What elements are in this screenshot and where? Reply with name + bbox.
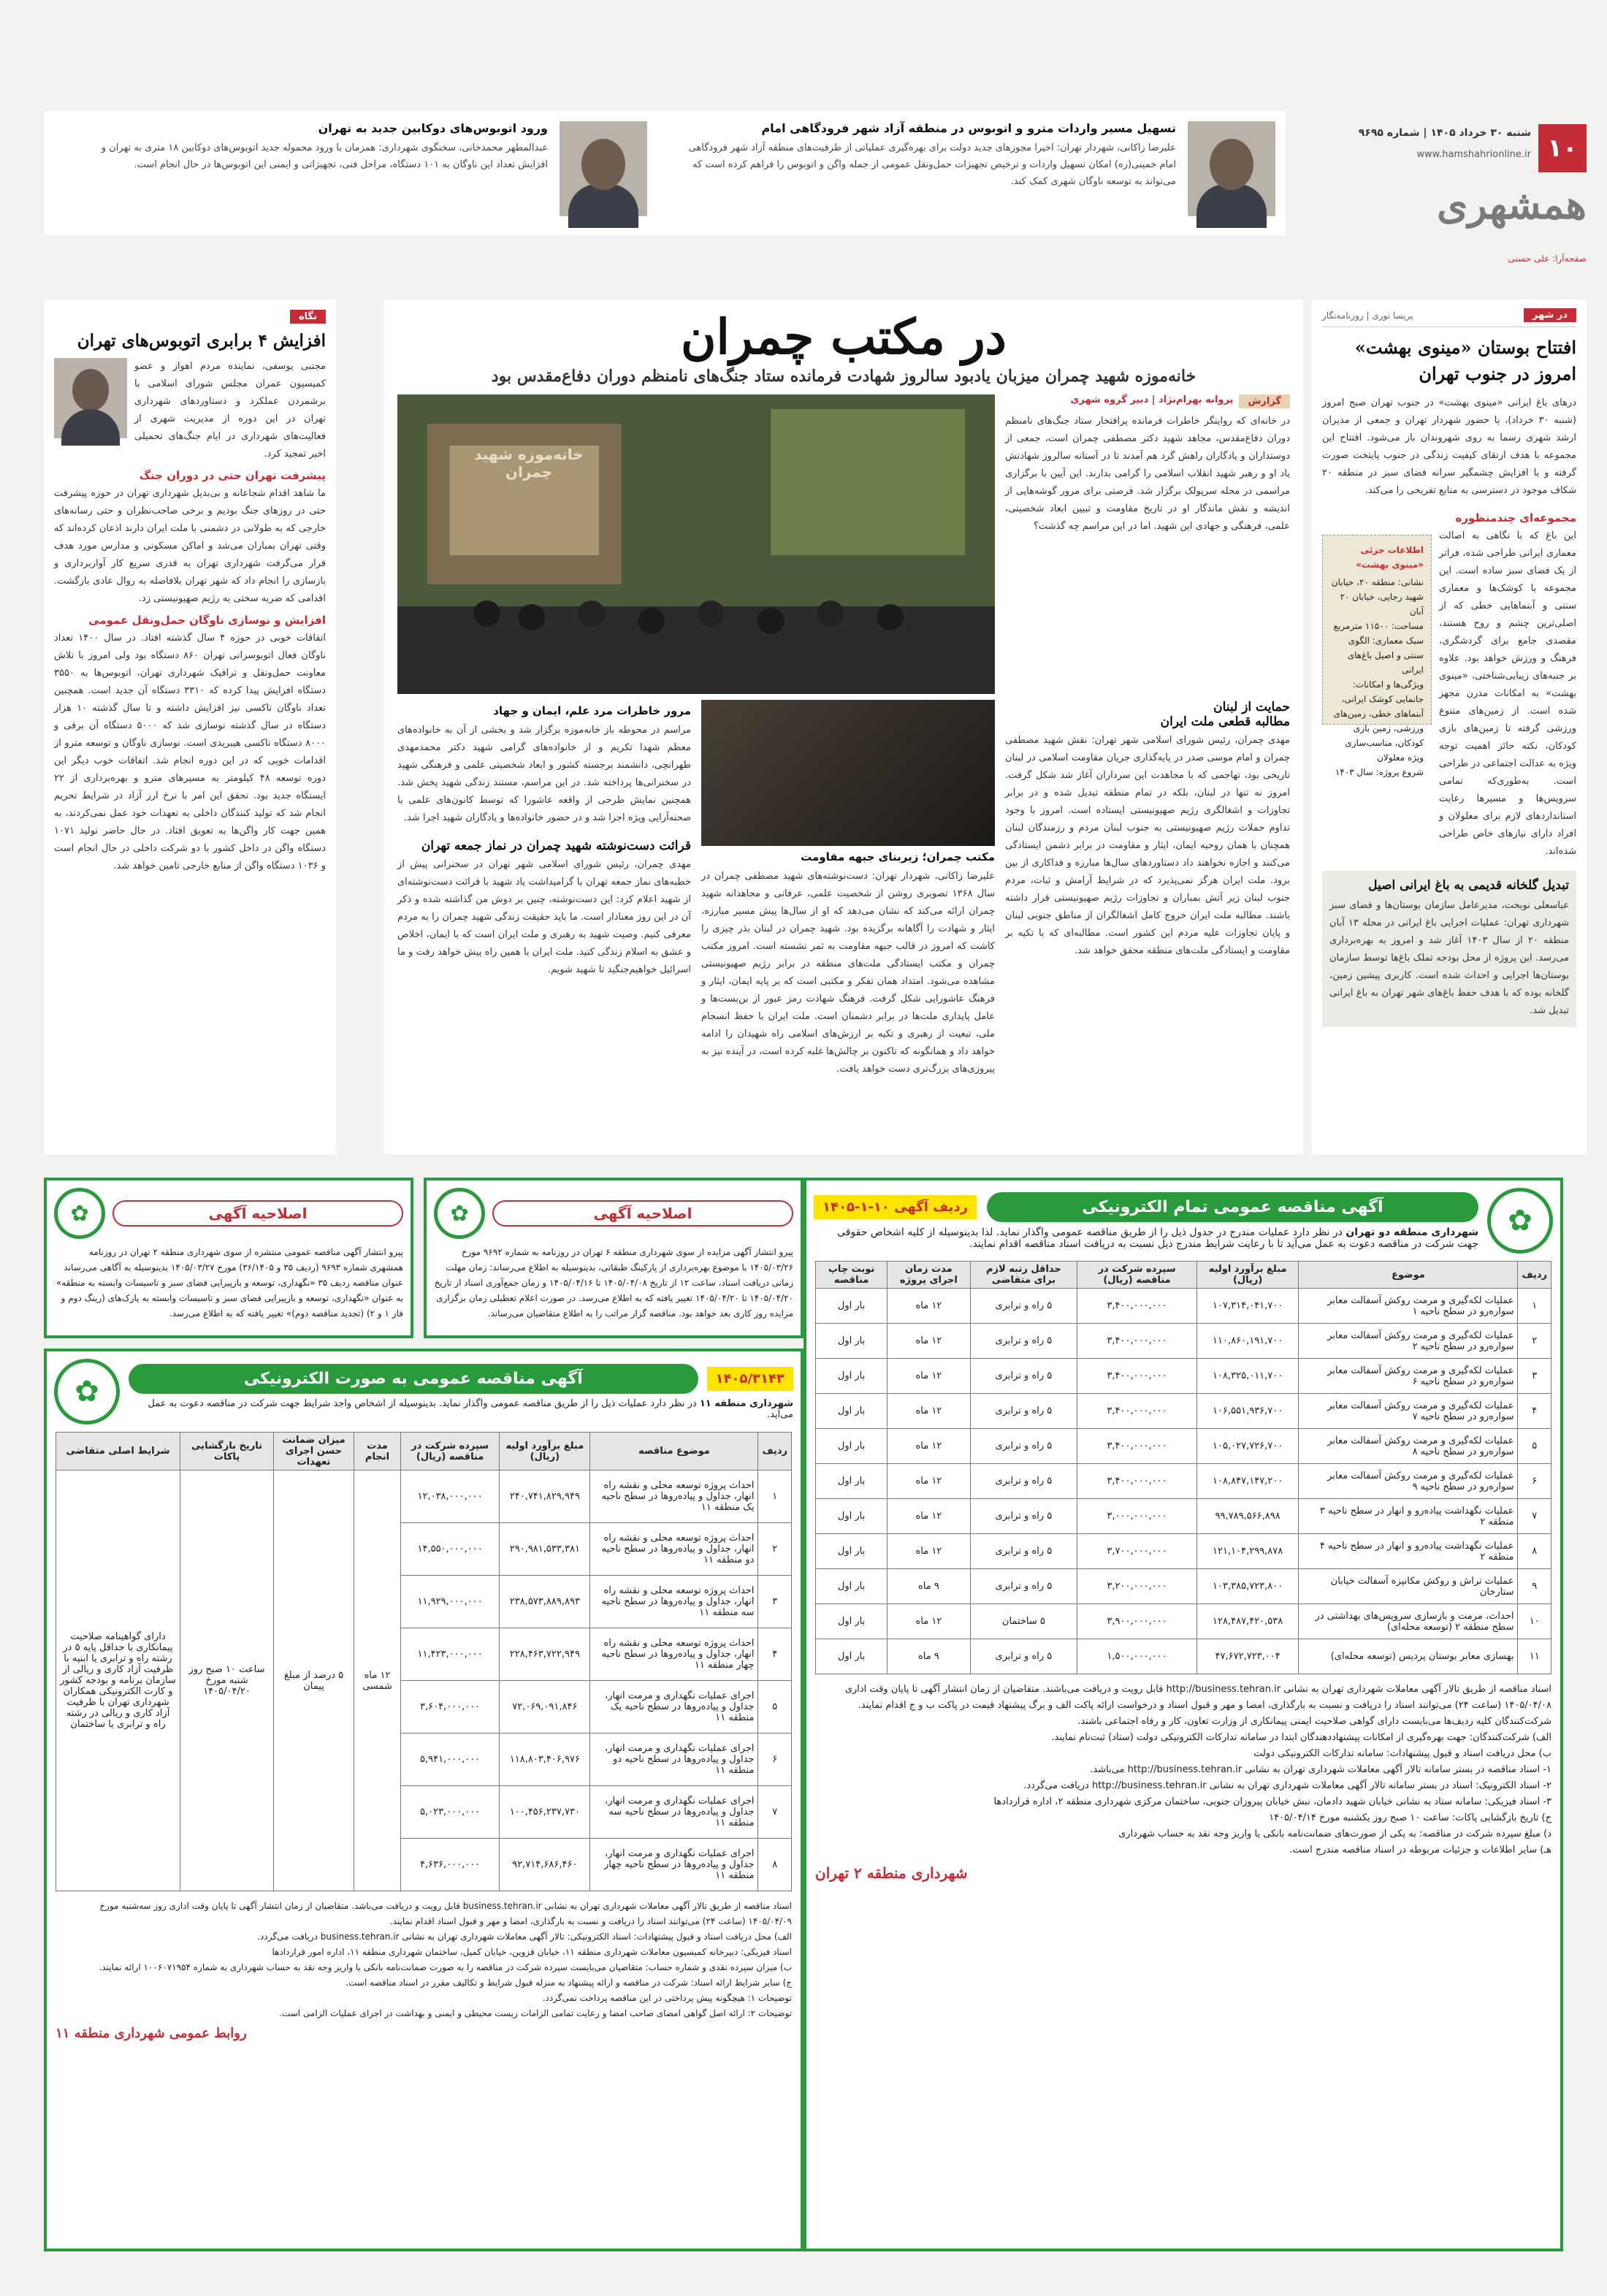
col-header: سپرده شرکت در مناقصه (ریال) [401,1433,500,1471]
table-cell: ۵,۹۴۱,۰۰۰,۰۰۰ [401,1734,500,1786]
ad-org: شهرداری منطقه دو تهران [1345,1226,1478,1238]
table-cell: ۱۱,۹۲۹,۰۰۰,۰۰۰ [401,1576,500,1628]
table-cell: ۵,۰۲۳,۰۰۰,۰۰۰ [401,1786,500,1839]
ad-title: آگهی مناقصه عمومی به صورت الکترونیکی [129,1364,698,1394]
table-cell: ۹ ماه [888,1639,970,1674]
table-cell: ۵ راه و ترابری [970,1534,1077,1569]
table-row [816,1289,1551,1324]
col-header: ردیف [758,1433,792,1471]
portrait-photo [560,121,647,216]
event-photo-drawing [397,394,995,694]
condition-line: ب) محل دریافت اسناد و قبول پیشنهادات: سامانه تدارکات الکترونیکی دولت [1253,1748,1551,1759]
table-cell: عملیات لکه‌گیری و مرمت روکش آسفالت معابر سواره‌رو در سطح ناحیه ۸ [1299,1429,1518,1464]
table-row [816,1639,1551,1674]
table-cell: ۱۰۳,۳۸۵,۷۲۳,۸۰۰ [1196,1569,1299,1604]
table-cell: بار اول [816,1464,888,1499]
table-row [816,1499,1551,1534]
condition-line: ب) میزان سپرده نقدی و شماره حساب: متقاضیان می‌بایست سپرده شرکت در مناقصه را به صورت ضمانت‌نامه بانکی یا واریز وجه نقد به حساب شهرداری به شماره ۱۰۰۶۰۷۱۹۵۴ ارائه نمایند. [99,1962,792,1972]
table-cell: ۱۰ [1518,1604,1551,1639]
tender-ad-region2 [804,1178,1563,2251]
table-cell: ۶ [758,1734,792,1786]
tender-ad-region11 [44,1349,804,2251]
merged-cell-conditions: دارای گواهینامه صلاحیت پیمانکاری با حداقل پایه ۵ در رشته راه و ترابری یا ابنیه با ظرفیت آزاد کاری و ریالی از سازمان برنامه و بودجه کشور و کارت الکترونیکی همکاران شهرداری تهران با ظرفیت آزاد کاری و ریالی در رشته راه و ترابری یا ساختمان [56,1471,180,1891]
table-cell: ۱۲ ماه [888,1324,970,1359]
table-cell: ۵ راه و ترابری [970,1289,1077,1324]
table-cell: ۳,۴۰۰,۰۰۰,۰۰۰ [1077,1429,1197,1464]
top-story-title: ورود اتوبوس‌های دوکابین جدید به تهران [318,121,548,135]
table-cell: ۸ [1518,1534,1551,1569]
col-header: مدت زمان اجرای پروژه [888,1262,970,1289]
ad-text: پیرو انتشار آگهی مزایده از سوی شهرداری منطقه ۶ تهران در روزنامه به شماره ۹۶۹۲ مورخ ۱۴۰۵/۰۳/۲۶ با موضوع بهره‌برداری از پارکینگ طبقاتی، بدینوسیله به اطلاع می‌رساند: زمان مهلت زمانی دریافت اسناد، ساعت ۱۲ از تاریخ ۱۴۰۵/۰۴/۰۸ تا ۱۴۰۵/۰۴/۱۶ و زمان جمع‌آوری اسناد از تاریخ ۱۴۰۵/۰۴/۲۰ تا ۱۴۰۵/۰۴/۲۰ تغییر یافته که به اطلاع می‌رسد. در صورت اعلام تعطیلی زمان برگزاری مزایده روز کاری بعد خواهد بود. مناقصه گزار مراتب را به اطلاع متقاضیان می‌رساند. [434,1247,793,1319]
table-cell: عملیات لکه‌گیری و مرمت روکش آسفالت معابر سواره‌رو در سطح ناحیه ۶ [1299,1359,1518,1394]
table-cell: ۳,۷۰۰,۰۰۰,۰۰۰ [1077,1534,1197,1569]
table-cell: ۲۲۸,۴۶۳,۷۲۲,۹۴۹ [500,1628,590,1681]
table-cell: ۱۲ ماه [888,1499,970,1534]
event-photo [397,394,995,694]
editor-line: صفحه‌آرا: علی حسنی [1508,253,1587,264]
table-header [816,1262,1551,1289]
table-cell: عملیات لکه‌گیری و مرمت روکش آسفالت معابر سواره‌رو در سطح ناحیه ۱ [1299,1289,1518,1324]
section-tag: در شهر [1524,308,1576,322]
condition-line: الف) شرکت‌کنندگان: جهت بهره‌گیری از امکانات پیشنهاددهندگان ابتدا در سامانه تدارکات الکترونیکی دولت (ستاد) ثبت‌نام نمایند. [1051,1732,1551,1743]
municipality-logo-icon: ✿ [54,1188,105,1239]
condition-line: ج) تاریخ بازگشایی پاکات: ساعت ۱۰ صبح روز یکشنبه مورخ ۱۴۰۵/۰۴/۱۴ [1269,1812,1551,1823]
table-cell: بار اول [816,1429,888,1464]
table-cell: ۵ [1518,1429,1551,1464]
table-cell: اجرای عملیات نگهداری و مرمت انهار، جداول و پیاده‌روها در سطح ناحیه سه منطقه ۱۱ [590,1786,758,1839]
portrait-photo [1188,121,1275,216]
column-text: مراسم در محوطه باز خانه‌موزه برگزار شد و بخشی از آن به خانواده‌های معظم شهدا تکریم و از خانواده‌های گرامی شهید دکتر محمدمهدی طهرانچی، دانشمند برجسته کشور و ابعاد شخصیتی علمی و فرهنگی شهید در سخنرانی‌ها پرداخته شد. در این مراسم، مستند زندگی شهید پخش شد. همچنین نمایش طرحی از واقعه عاشورا که توسط کانون‌های علمی با صحنه‌آرایی ویژه اجرا شد و در حضور خانواده‌ها و یادگاران شهید اجرا شد. [397,725,691,823]
table-cell: ۴ [758,1628,792,1681]
table-cell: عملیات تراش و روکش مکانیزه آسفالت خیابان ستارخان [1299,1569,1518,1604]
article-body: این باغ که با نگاهی به اصالت معماری ایرانی طراحی شده، فراتر از یک فضای سبز ساده است. این مجموعه با کوشک‌ها و معماری سنتی و آبنماهایی خطی که از اصلی‌ترین چشم و روح هستند، مقصدی جامع برای گردشگری، فرهنگ و ورزش خواهد بود. علاوه بر جنبه‌های زیبایی‌شناختی، «مینوی بهشت» به امکانات مدرن مجهز شده است. از زمین‌های متنوع ورزشی گرفته تا زمین‌های بازی کودکان، نکته حائز اهمیت توجه ویژه به عدالت اجتماعی در طراحی است. به‌طوری‌که تمامی سرویس‌ها و مسیرها رعایت استانداردهای لازم برای معلولان و افراد دارای نیازهای خاص طراحی شده‌اند. [1439,530,1576,857]
top-story-text: عبدالمطهر محمدخانی، سخنگوی شهرداری: همزمان با ورود محموله جدید اتوبوس‌های دوکابین ۱۸ متری به تهران و افزایش تعداد این ناوگان به ۱۰۱ دستگاه، مراحل فنی، تجهیزاتی و ایمنی این اتوبوس‌ها در حال انجام است. [101,142,548,170]
table-cell: ۳,۴۰۰,۰۰۰,۰۰۰ [1077,1359,1197,1394]
table-cell: احداث پروژه توسعه محلی و نقشه راه انهار، جداول و پیاده‌روها در سطح ناحیه دو منطقه ۱۱ [590,1523,758,1576]
column-text: علیرضا زاکانی، شهردار تهران: دست‌نوشته‌های شهید مصطفی چمران در سال ۱۳۶۸ تصویری روشن از شخصیت علمی، عرفانی و مجاهدانه شهید چمران ارائه می‌کند که نشان می‌دهد که او از سال‌ها پیش مسیر مبارزه، ایثار و شهادت را آگاهانه برگزیده بود. شهید چمران در لبنان بذر چیزی را کاشت که امروز در قالب جبهه مقاومت به ثمر نشسته است. امروز مکتب چمران و مکتب ایستادگی ملت‌های منطقه در برابر رژیم صهیونیستی مشاهده می‌شود. امتداد همان تفکر و مکتبی است که بر پایه ایمان، ایثار و فرهنگ عاشورایی شکل گرفت. فرهنگ شهادت رمز عبور از بن‌بست‌ها و عامل پایداری ملت‌ها در برابر دشمنان است. ملت ایران با حفظ انسجام ملی، تبعیت از رهبری و تکیه بر ارزش‌های اسلامی راه شهیدان را ادامه خواهد داد و همانگونه که تاکنون بر چالش‌ها غلبه کرده است، در آینده نیز به پیروزی‌های بزرگ‌تری دست خواهد یافت. [701,871,996,1075]
condition-line: شرکت‌کنندگان کلیه ردیف‌ها می‌بایست دارای گواهی صلاحیت ایمنی پیمانکاری از وزارت تعاون، کار و رفاه اجتماعی باشند. [1077,1716,1551,1727]
table-cell: ۵ راه و ترابری [970,1499,1077,1534]
table-cell: ۱۲۱,۱۰۴,۲۹۹,۸۷۸ [1196,1534,1299,1569]
merged-cell-opening: ساعت ۱۰ صبح روز شنبه مورخ ۱۴۰۵/۰۴/۲۰ [180,1471,274,1891]
correction-ad-2 [44,1178,413,1338]
ad-ref: ردیف آگهی ۱۰-۱-۱۴۰۵ [814,1195,977,1219]
ad-intro: در نظر دارد عملیات مندرج در جدول ذیل را از طریق مناقصه عمومی واگذار نماید. لذا بدینوسیله از کلیه اشخاص حقوقی جهت شرکت در مناقصه دعوت به عمل می‌آید تا با رعایت شرایط مندرج ذیل نسبت به دریافت اسناد مناقصه اقدام نمایند. [837,1226,1478,1250]
col-header: موضوع [1299,1262,1518,1289]
table-cell: ۲۳۸,۵۷۳,۸۸۹,۸۹۳ [500,1576,590,1628]
table-cell: ۱۰۰,۴۵۶,۲۳۷,۷۳۰ [500,1786,590,1839]
ad-conditions [56,1899,792,2021]
report-tag: گزارش [1239,394,1290,408]
col-header: میزان ضمانت حسن اجرای تعهدات [274,1433,354,1471]
table-cell: ۴۷,۶۷۲,۷۲۳,۰۰۴ [1196,1639,1299,1674]
table-cell: ۳,۴۰۰,۰۰۰,۰۰۰ [1077,1394,1197,1429]
table-cell: ۴,۶۳۶,۰۰۰,۰۰۰ [401,1839,500,1891]
ad-ref: ۱۴۰۵/۳۱۴۳ [707,1367,793,1391]
table-cell: ۱۰۵,۰۲۷,۷۲۶,۷۰۰ [1196,1429,1299,1464]
tender-table [815,1261,1551,1674]
table-cell: ۱۰۸,۸۴۷,۱۴۷,۲۰۰ [1196,1464,1299,1499]
column-title: حمایت از لبنان [1213,700,1290,714]
table-cell: ۷ [758,1786,792,1839]
table-cell: ۵ راه و ترابری [970,1394,1077,1429]
table-cell: عملیات لکه‌گیری و مرمت روکش آسفالت معابر سواره‌رو در سطح ناحیه ۲ [1299,1324,1518,1359]
condition-line: اسناد فیزیکی: دبیرخانه کمیسیون معاملات شهرداری منطقه ۱۱، خیابان قزوین، خیابان کمیل، ساختمان شهرداری منطقه ۱۱، اداره امور قراردادها [272,1947,792,1957]
condition-line: ۲- اسناد الکترونیک: اسناد در بستر سامانه تالار آگهی معاملات شهرداری تهران به نشانی http://business.tehran.ir دریافت می‌گردد. [1023,1780,1551,1791]
table-cell: ۱۲ ماه [888,1604,970,1639]
column-text: مهدی چمران، رئیس شورای اسلامی شهر تهران در سخنرانی پیش از خطبه‌های نماز جمعه تهران با گرامیداشت یاد شهید با قرائت دست‌نوشته‌ای از شهید اعلام کرد: این دست‌نوشته، چنین بر دوش من گذاشته شده و ذکر آن در این روز معنادار است. ما باید حقیقت زندگی شهید چمران را به مردم معرفی کنیم. وصیت شهید به رهبری و ملت ایران است که با ایمان، اخلاص و عشق به اسلام زندگی کنید. ملت ایران با همین راه پیش خواهد رفت و ما اسرائیل خواهیم‌جنگید تا شهید شویم. [397,859,691,975]
ad-org: شهرداری منطقه ۱۱ [699,1397,793,1409]
table-cell: ۱۲ ماه [888,1359,970,1394]
table-cell: ۵ ساختمان [970,1604,1077,1639]
table-row [816,1359,1551,1394]
masthead [1351,111,1607,279]
article-text: اتفاقات خوبی در حوزه ۴ سال گذشته افتاد. در سال ۱۴۰۰ تعداد ناوگان فعال اتوبوسرانی تهران ۸۶۰ دستگاه بود ولی امروز با تلاش معاونت حمل‌ونقل و ترافیک شهرداری تهران، اتوبوس‌ها به ۳۵۵۰ دستگاه افزایش پیدا کرده که ۳۳۱۰ دستگاه آن جدید است. همچنین تعداد ناوگان تاکسی نیز افزایش داشته و تا سال گذشته ۱۰ هزار دستگاه در سال گذشته نوسازی شد که ۵۰۰۰ دستگاه آن برقی و ۸۰۰۰ دستگاه تاکسی هیبریدی است. نوسازی ناوگان و توسعه مترو از اقدامات خوبی که در این دوره انجام شد. اتفاقات خوب دیگر این دوره توسعه ۴۸ کیلومتر به مسیرهای مترو و بهره‌برداری از ۲۲ ایستگاه جدید بود. تحقق این امر با نرخ ارز آزاد در شرایط تحریم انجام شد که تولید کنندگان داخلی به تعهدات خود عمل نمی‌کردند، به همین جهت کار واگن‌ها به تعویق افتاد. در حال حاضر تولید ۱۰۷۱ دستگاه واگن در داخل کشور با دو شرکت داخلی در حال انجام است و ۱۰۳۶ دستگاه واگن از منابع خارجی تامین خواهد شد. [54,633,327,872]
table-cell: ۵ راه و ترابری [970,1464,1077,1499]
table-cell: بهسازی معابر بوستان پردیس (توسعه محله‌ای) [1299,1639,1518,1674]
article-subhead: افزایش و نوسازی ناوگان حمل‌ونقل عمومی [88,614,326,627]
col-header: موضوع مناقصه [590,1433,758,1471]
table-cell: بار اول [816,1394,888,1429]
col-header: مبلغ برآورد اولیه (ریال) [1196,1262,1299,1289]
table-cell: ۱۰۸,۳۲۵,۰۱۱,۷۰۰ [1196,1359,1299,1394]
ad-intro: در نظر دارد عملیات ذیل را از طریق مناقصه عمومی واگذار نماید. بدینوسیله از اشخاص واجد شرایط جهت شرکت در مناقصه دعوت به عمل می‌آید. [148,1397,793,1420]
table-cell: ۱,۵۰۰,۰۰۰,۰۰۰ [1077,1639,1197,1674]
table-cell: ۹ [1518,1569,1551,1604]
table-row [816,1534,1551,1569]
table-cell: ۱۲ ماه [888,1429,970,1464]
photo-banner-text: خانه‌موزه شهید چمران [474,446,584,481]
ad-title: اصلاحیه آگهی [492,1200,793,1227]
table-cell: ۱۲,۰۳۸,۰۰۰,۰۰۰ [401,1471,500,1523]
info-line: ویژگی‌ها و امکانات: جانمایی کوشک ایرانی، آبنماهای خطی، زمین‌های ورزشی، زمین بازی کودکان، مناسب‌سازی ویژه معلولان [1333,679,1424,763]
table-cell: ۱۲ ماه [888,1464,970,1499]
main-subtitle: خانه‌موزه شهید چمران میزبان یادبود سالروز شهادت فرمانده ستاد جنگ‌های نامنظم دوران دفاع‌مقدس بود [491,367,1196,386]
top-story-text: علیرضا زاکانی، شهردار تهران: اخیرا مجوزهای جدید دولت برای بهره‌گیری عملیاتی از ظرفیت‌های منطقه آزاد شهر فرودگاهی امام خمینی(ره) امکان تسهیل واردات و ترخیص تجهیزات حمل‌ونقل عمومی از جمله واگن و اتوبوس را فراهم کرده است که می‌تواند به توسعه ناوگان شهری کمک کند. [688,142,1176,187]
ad-signature: شهرداری منطقه ۲ تهران [815,1864,968,1882]
article-text: ما شاهد اقدام شجاعانه و بی‌بدیل شهرداری تهران در حوزه پیشرفت حتی در روزهای جنگ بودیم و برخی صاحب‌نظران و حتی رسانه‌های خارجی که به طولانی در دشمنی با ملت ایران دارند اذعان کرده‌اند که وقتی تهران بمباران می‌شد و اماکن مسکونی و مدارس مورد هدف قرار می‌گرفت شهرداری تهران به قدری سریع کار آواربرداری و بازسازی را انجام داد که شهر تهران بلافاصله به روال عادی بازگشت. اقدامی که ضربه سختی به رژیم صهیونیستی زد. [54,488,326,604]
info-line: سبک معماری: الگوی سنتی و اصیل باغ‌های ایرانی [1347,636,1424,675]
table-cell: احداث پروژه توسعه محلی و نقشه راه انهار، جداول و پیاده‌روها در سطح ناحیه سه منطقه ۱۱ [590,1576,758,1628]
table-row [816,1464,1551,1499]
center-article [384,300,1303,1154]
top-story-title: تسهیل مسیر واردات مترو و اتوبوس در منطقه آزاد شهر فرودگاهی امام [761,121,1176,135]
info-line: مساحت: ۱۱۵۰۰ مترمربع [1333,621,1424,631]
table-cell: ۱۲ ماه [888,1289,970,1324]
table-cell: اجرای عملیات نگهداری و مرمت انهار، جداول و پیاده‌روها در سطح ناحیه چهار منطقه ۱۱ [590,1839,758,1891]
table-cell: بار اول [816,1359,888,1394]
table-cell: بار اول [816,1289,888,1324]
table-cell: ۳,۲۰۰,۰۰۰,۰۰۰ [1077,1569,1197,1604]
col-header: شرایط اصلی متقاضی [56,1433,180,1471]
table-cell: ۳ [1518,1359,1551,1394]
condition-line: اسناد مناقصه از طریق تالار آگهی معاملات شهرداری تهران به نشانی http://business.tehran.ir قابل رویت و دریافت می‌باشند. متقاضیان از زمان انتشار آگهی تا پایان وقت اداری ۱۴۰۵/۰۴/۰۸ (ساعت ۲۴) می‌توانند اسناد را دریافت و نسبت به بارگذاری، امضا و مهر و قبول اسناد و درخواست ارائه پاکت الف و برگ پیشنهاد قیمت در پاکت ب و ج اقدام نمایند. [844,1684,1551,1711]
col-header: مبلغ برآورد اولیه (ریال) [500,1433,590,1471]
condition-line: اسناد مناقصه از طریق تالار آگهی معاملات شهرداری تهران به نشانی business.tehran.ir قابل رویت و دریافت می‌باشد. متقاضیان از زمان انتشار آگهی تا پایان وقت اداری روز سه‌شنبه مورخ ۱۴۰۵/۰۴/۰۹ (ساعت ۲۴) می‌توانند اسناد را دریافت و نسبت به بارگذاری، امضا و مهر و قبول اسناد اقدام نمایند. [99,1901,792,1926]
info-line: نشانی: منطقه ۲۰، خیابان شهید رجایی، خیابان ۲۰ آبان [1331,577,1424,617]
col-header: مدت انجام [354,1433,400,1471]
table-cell: عملیات لکه‌گیری و مرمت روکش آسفالت معابر سواره‌رو در سطح ناحیه ۹ [1299,1464,1518,1499]
table-cell: ۱۲ ماه [888,1534,970,1569]
box-title: تبدیل گلخانه قدیمی به باغ ایرانی اصیل [1368,878,1569,893]
table-cell: ۳,۰۰۰,۰۰۰,۰۰۰ [1077,1499,1197,1534]
table-cell: ۷ [1518,1499,1551,1534]
column-title: قرائت دست‌نوشته شهید چمران در نماز جمعه تهران [421,839,691,853]
condition-line: توضیحات ۲: ارائه اصل گواهی امضای صاحب امضا و رعایت تمامی الزامات زیست محیطی و ایمنی و بهداشت در اجرای عملیات الزامی است. [279,2008,792,2018]
article-subhead: مجموعه‌ای چندمنظوره [1455,511,1576,525]
portrait-photo [54,358,127,438]
condition-line: الف) محل دریافت اسناد و قبول پیشنهادات: اسناد الکترونیکی: تالار آگهی معاملات شهرداری تهران به نشانی business.tehran.ir دریافت می‌گردد. [257,1931,792,1942]
tender-table [56,1432,792,1891]
table-cell: ۸ [758,1839,792,1891]
table-cell: ۱۲۸,۴۸۷,۴۲۰,۵۳۸ [1196,1604,1299,1639]
table-cell: ۲ [758,1523,792,1576]
table-cell: ۳,۹۰۰,۰۰۰,۰۰۰ [1077,1604,1197,1639]
byline: پریسا نوری | روزنامه‌نگار [1322,310,1413,321]
table-body [56,1471,792,1891]
table-row [816,1569,1551,1604]
ad-signature: روابط عمومی شهرداری منطقه ۱۱ [56,2026,247,2041]
article-lead: درهای باغ ایرانی «مینوی بهشت» در جنوب تهران صبح امروز (شنبه ۳۰ خرداد)، با حضور شهردار تهران و جمعی از مدیران ارشد شهری رسما به روی شهروندان باز می‌شود. افتتاح این مجموعه با هدف ارتقای کیفیت زندگی در جنوب پایتخت صورت گرفته و با افزایش چشمگیر سرانه فضای سبز در منطقه ۲۰ شکاف موجود در دسترسی به منابع تفریحی را می‌کند. [1322,397,1576,496]
condition-line: ج) سایر شرایط ارائه اسناد: شرکت در مناقصه و ارائه پیشنهاد به منزله قبول شرایط و تکالیف مقرر در اسناد مناقصه است. [346,1977,792,1988]
table-cell: بار اول [816,1569,888,1604]
site-url[interactable]: www.hamshahrionline.ir [1416,149,1531,160]
condition-line: ۳- اسناد فیزیکی: سامانه ستاد به نشانی خیابان شهید دادمان، نبش خیابان پیروزان جنوبی، ساختمان مرکزی شهرداری منطقه ۲، اداره قراردادها [993,1796,1551,1807]
date-issue: شنبه ۳۰ خرداد ۱۴۰۵ | شماره ۹۶۹۵ [1358,127,1531,139]
ad-text: پیرو انتشار آگهی مناقصه عمومی منتشره از سوی شهرداری منطقه ۲ تهران در روزنامه همشهری شماره ۹۶۹۳ (ردیف ۳۵ و ۳۶/۱۴۰۵) مورخ ۱۴۰۵/۰۳/۲۷ بدینوسیله به آگاهی می‌رساند عنوان مناقصه ردیف ۳۵ «نگهداری، توسعه و بازپیرایی فضای سبز و تاسیسات وابسته به منطقه» به عنوان «نگهداری، توسعه و بازپیرایی فضای سبز و تاسیسات وابسته به پارک‌های (رینگ دوم و فاز ۱ و ۲) (تجدید مناقصه دوم)» تغییر یافته که به اطلاع می‌رسد. [56,1247,403,1319]
col-header: حداقل رتبه لازم برای متقاضی [970,1262,1077,1289]
municipality-logo-icon: ✿ [1487,1188,1553,1254]
table-cell: ۵ راه و ترابری [970,1324,1077,1359]
column-subtitle: مطالبه قطعی ملت ایران [1160,714,1290,729]
table-cell: اجرای عملیات نگهداری و مرمت انهار، جداول و پیاده‌روها در سطح ناحیه یک منطقه ۱۱ [590,1681,758,1734]
municipality-logo-icon: ✿ [54,1359,120,1424]
table-cell: اجرای عملیات نگهداری و مرمت انهار، جداول و پیاده‌روها در سطح ناحیه دو منطقه ۱۱ [590,1734,758,1786]
table-cell: احداث، مرمت و بازسازی سرویس‌های بهداشتی در سطح منطقه ۲ (توسعه محله‌ای) [1299,1604,1518,1639]
table-cell: ۴ [1518,1394,1551,1429]
right-column-article [1312,300,1587,1154]
table-cell: ۹ ماه [888,1569,970,1604]
table-cell: ۹۲,۷۱۴,۶۸۶,۴۶۰ [500,1839,590,1891]
article-subhead: پیشرفت تهران حتی در دوران جنگ [139,469,326,482]
table-cell: بار اول [816,1499,888,1534]
table-row [816,1604,1551,1639]
table-cell: ۳,۶۰۴,۰۰۰,۰۰۰ [401,1681,500,1734]
table-cell: بار اول [816,1639,888,1674]
info-box-title: اطلاعات جزئی «مینوی بهشت» [1356,545,1424,570]
photo-caption: مرور خاطرات مرد علم، ایمان و جهاد [493,704,691,717]
newspaper-logo: همشهری [1437,181,1587,228]
table-header [56,1433,792,1471]
table-cell: ۳,۴۰۰,۰۰۰,۰۰۰ [1077,1324,1197,1359]
left-column-article [44,300,336,1154]
merged-cell-guarantee: ۵ درصد از مبلغ پیمان [274,1471,354,1891]
box-text: عباسعلی نوبخت، مدیرعامل سازمان بوستان‌ها و فضای سبز شهرداری تهران: عملیات اجرایی باغ ایرانی در محله ۱۳ آبان منطقه ۲۰ از سال ۱۴۰۳ آغاز شد و امروز به بهره‌برداری می‌رسد. این پروژه از محل بودجه تملک باغ‌ها توسط سازمان بوستان‌ها اجرایی و احداث شده است. کاربری پیشین زمین، گلخانه بوده که با هدف حفظ باغ‌های شهر تهران به باغ ایرانی تبدیل شد. [1329,900,1569,1016]
table-cell: ۱۰۶,۵۵۱,۹۳۶,۷۰۰ [1196,1394,1299,1429]
municipality-logo-icon: ✿ [434,1188,485,1239]
table-cell: ۵ [758,1681,792,1734]
top-news-strip [44,111,1286,235]
table-cell: ۱۰۷,۳۱۴,۰۴۱,۷۰۰ [1196,1289,1299,1324]
table-cell: ۱۴,۵۵۰,۰۰۰,۰۰۰ [401,1523,500,1576]
table-cell: ۲ [1518,1324,1551,1359]
column-text: مهدی چمران، رئیس شورای اسلامی شهر تهران: نقش شهید مصطفی چمران و امام موسی صدر در پایه‌گذاری جریان مقاومت اسلامی در لبنان تاریخی بود، تهاجمی که با مجاهدت این سرداران آغاز شد شکل گرفت. امروز نه تنها در لبنان، بلکه در تمام منطقه تبدیل شده و در برابر تجاوزات و اشغالگری رژیم صهیونیستی ایستاده است. امروز با وجود تداوم حملات رژیم صهیونیستی به جنوب لبنان مردم و رزمندگان لبنان همچنان با همان روحیه ایمان، ایثار و مقاومت در برابر دشمن ایستادگی می‌کنند و اجازه نخواهند داد دستاوردهای سال‌ها مبارزه و فداکاری از بین برود. ملت ایران هرگز نمی‌پذیرد که در شرایط آرامش و ثبات، مردم جنوب لبنان زیر آتش بمباران و تجاوزات رژیم صهیونیستی قرار داشته باشند. مطالبه ملت ایران خروج کامل اشغالگران از مناطق جنوبی لبنان و پایان تجاوزات علیه مردم این کشور است. مطالبه‌ای که با تکیه بر مقاومت و ایستادگی ملت‌های منطقه محقق خواهد شد. [1005,735,1290,956]
table-cell: بار اول [816,1534,888,1569]
table-body [816,1289,1551,1674]
col-header: نوبت چاپ مناقصه [816,1262,888,1289]
table-cell: عملیات نگهداشت پیاده‌رو و انهار در سطح ناحیه ۴ منطقه ۲ [1299,1534,1518,1569]
table-cell: عملیات نگهداشت پیاده‌رو و انهار در سطح ناحیه ۳ منطقه ۲ [1299,1499,1518,1534]
article-intro: مجتبی یوسفی، نماینده مردم اهواز و عضو کمیسیون عمران مجلس شورای اسلامی با برشمردن عملکرد و دستاوردهای شهرداری تهران در این دوره از مدیریت شهری از فعالیت‌های شهرداری در ایام جنگ‌های تحمیلی اخیر تمجید کرد. [134,361,326,459]
ad-title: اصلاحیه آگهی [112,1200,403,1227]
table-cell: ۵ راه و ترابری [970,1639,1077,1674]
table-cell: ۶ [1518,1464,1551,1499]
condition-line: هـ) سایر اطلاعات و جزئیات مربوطه در اسناد مناقصه مندرج است. [1289,1845,1551,1856]
ad-title: آگهی مناقصه عمومی تمام الکترونیکی [987,1192,1478,1222]
col-header: ردیف [1518,1262,1551,1289]
top-story-2[interactable] [58,111,657,235]
table-cell: ۱ [758,1471,792,1523]
table-cell: ۱۱,۴۲۳,۰۰۰,۰۰۰ [401,1628,500,1681]
table-cell: ۳,۴۰۰,۰۰۰,۰۰۰ [1077,1464,1197,1499]
condition-line: د) مبلغ سپرده شرکت در مناقصه: به یکی از صورت‌های ضمانت‌نامه بانکی یا واریز وجه نقد به حساب شهرداری [1118,1828,1551,1839]
table-cell: ۱۱۸,۸۰۳,۴۰۶,۹۷۶ [500,1734,590,1786]
table-cell: ۵ راه و ترابری [970,1359,1077,1394]
table-row [816,1394,1551,1429]
table-row [816,1429,1551,1464]
col-header: سپرده شرکت در مناقصه (ریال) [1077,1262,1197,1289]
photo-caption: مکتب چمران؛ زیربنای جبهه مقاومت [801,850,995,863]
article-headline: افتتاح بوستان «مینوی بهشت» امروز در جنوب تهران [1354,337,1576,384]
table-cell: عملیات لکه‌گیری و مرمت روکش آسفالت معابر سواره‌رو در سطح ناحیه ۷ [1299,1394,1518,1429]
merged-cell-duration: ۱۲ ماه شمسی [354,1471,400,1891]
table-cell: ۳,۴۰۰,۰۰۰,۰۰۰ [1077,1289,1197,1324]
table-cell: ۵ راه و ترابری [970,1569,1077,1604]
table-cell: ۲۴۰,۷۴۱,۸۲۹,۹۴۹ [500,1471,590,1523]
col-header: تاریخ بازگشایی پاکات [180,1433,274,1471]
info-box [1322,535,1432,777]
table-row [816,1324,1551,1359]
info-line: شروع پروژه: سال ۱۴۰۳ [1335,767,1424,777]
table-cell: ۲۹۰,۹۸۱,۵۳۳,۳۸۱ [500,1523,590,1576]
top-story-1[interactable] [672,111,1286,235]
ad-conditions [815,1682,1551,1858]
condition-line: ۱- اسناد مناقصه در بستر سامانه تالار آگهی معاملات شهرداری تهران به نشانی http://business.tehran.ir می‌باشد. [1090,1764,1551,1775]
table-cell: احداث پروژه توسعه محلی و نقشه راه انهار، جداول و پیاده‌روها در سطح ناحیه یک منطقه ۱۱ [590,1471,758,1523]
main-headline: در مکتب چمران [681,308,1007,365]
page-number: ۱۰ [1538,124,1587,172]
table-cell: ۱۱ [1518,1639,1551,1674]
table-row [56,1471,792,1523]
table-cell: ۳ [758,1576,792,1628]
table-cell: ۱۲ ماه [888,1394,970,1429]
article-intro: در خانه‌ای که روایتگر خاطرات فرمانده پرافتخار ستاد جنگ‌های نامنظم دوران دفاع‌مقدس، مجاهد شهید دکتر مصطفی چمران است، جمعی از دوستداران و یادگاران راهش گرد هم آمدند تا در آستانه سالروز شهادتش یاد او و رهبر شهید انقلاب اسلامی را گرامی بدارند. این آیین با برگزاری مراسمی در محله سرپولک برگزار شد. فرصتی برای مرور گوشه‌هایی از اندیشه و نقش ماندگار او در تاریخ مقاومت و تبیین ابعاد شخصیتی، علمی، فرهنگی و جهادی این شهید. اما در این مراسم چه گذشت؟ [1005,416,1290,532]
article-headline: افزایش ۴ برابری اتوبوس‌های تهران [77,331,326,351]
table-cell: ۷۲,۰۶۹,۰۹۱,۸۴۶ [500,1681,590,1734]
table-cell: ۵ راه و ترابری [970,1429,1077,1464]
table-cell: ۱ [1518,1289,1551,1324]
byline: پروانه بهرام‌نژاد | دبیر گروه شهری [1070,394,1234,405]
table-cell: ۹۹,۷۸۹,۵۶۶,۸۹۸ [1196,1499,1299,1534]
section-tag: نگاه [290,310,326,324]
table-cell: بار اول [816,1604,888,1639]
condition-line: توضیحات ۱: هیچگونه پیش پرداختی در این مناقصه پرداخت نمی‌گردد. [542,1993,792,2003]
table-cell: ۱۱۰,۸۶۰,۱۹۱,۷۰۰ [1196,1324,1299,1359]
correction-ad-1 [424,1178,804,1338]
table-cell: بار اول [816,1324,888,1359]
meeting-photo [701,700,995,846]
table-cell: احداث پروژه توسعه محلی و نقشه راه انهار، جداول و پیاده‌روها در سطح ناحیه چهار منطقه ۱۱ [590,1628,758,1681]
